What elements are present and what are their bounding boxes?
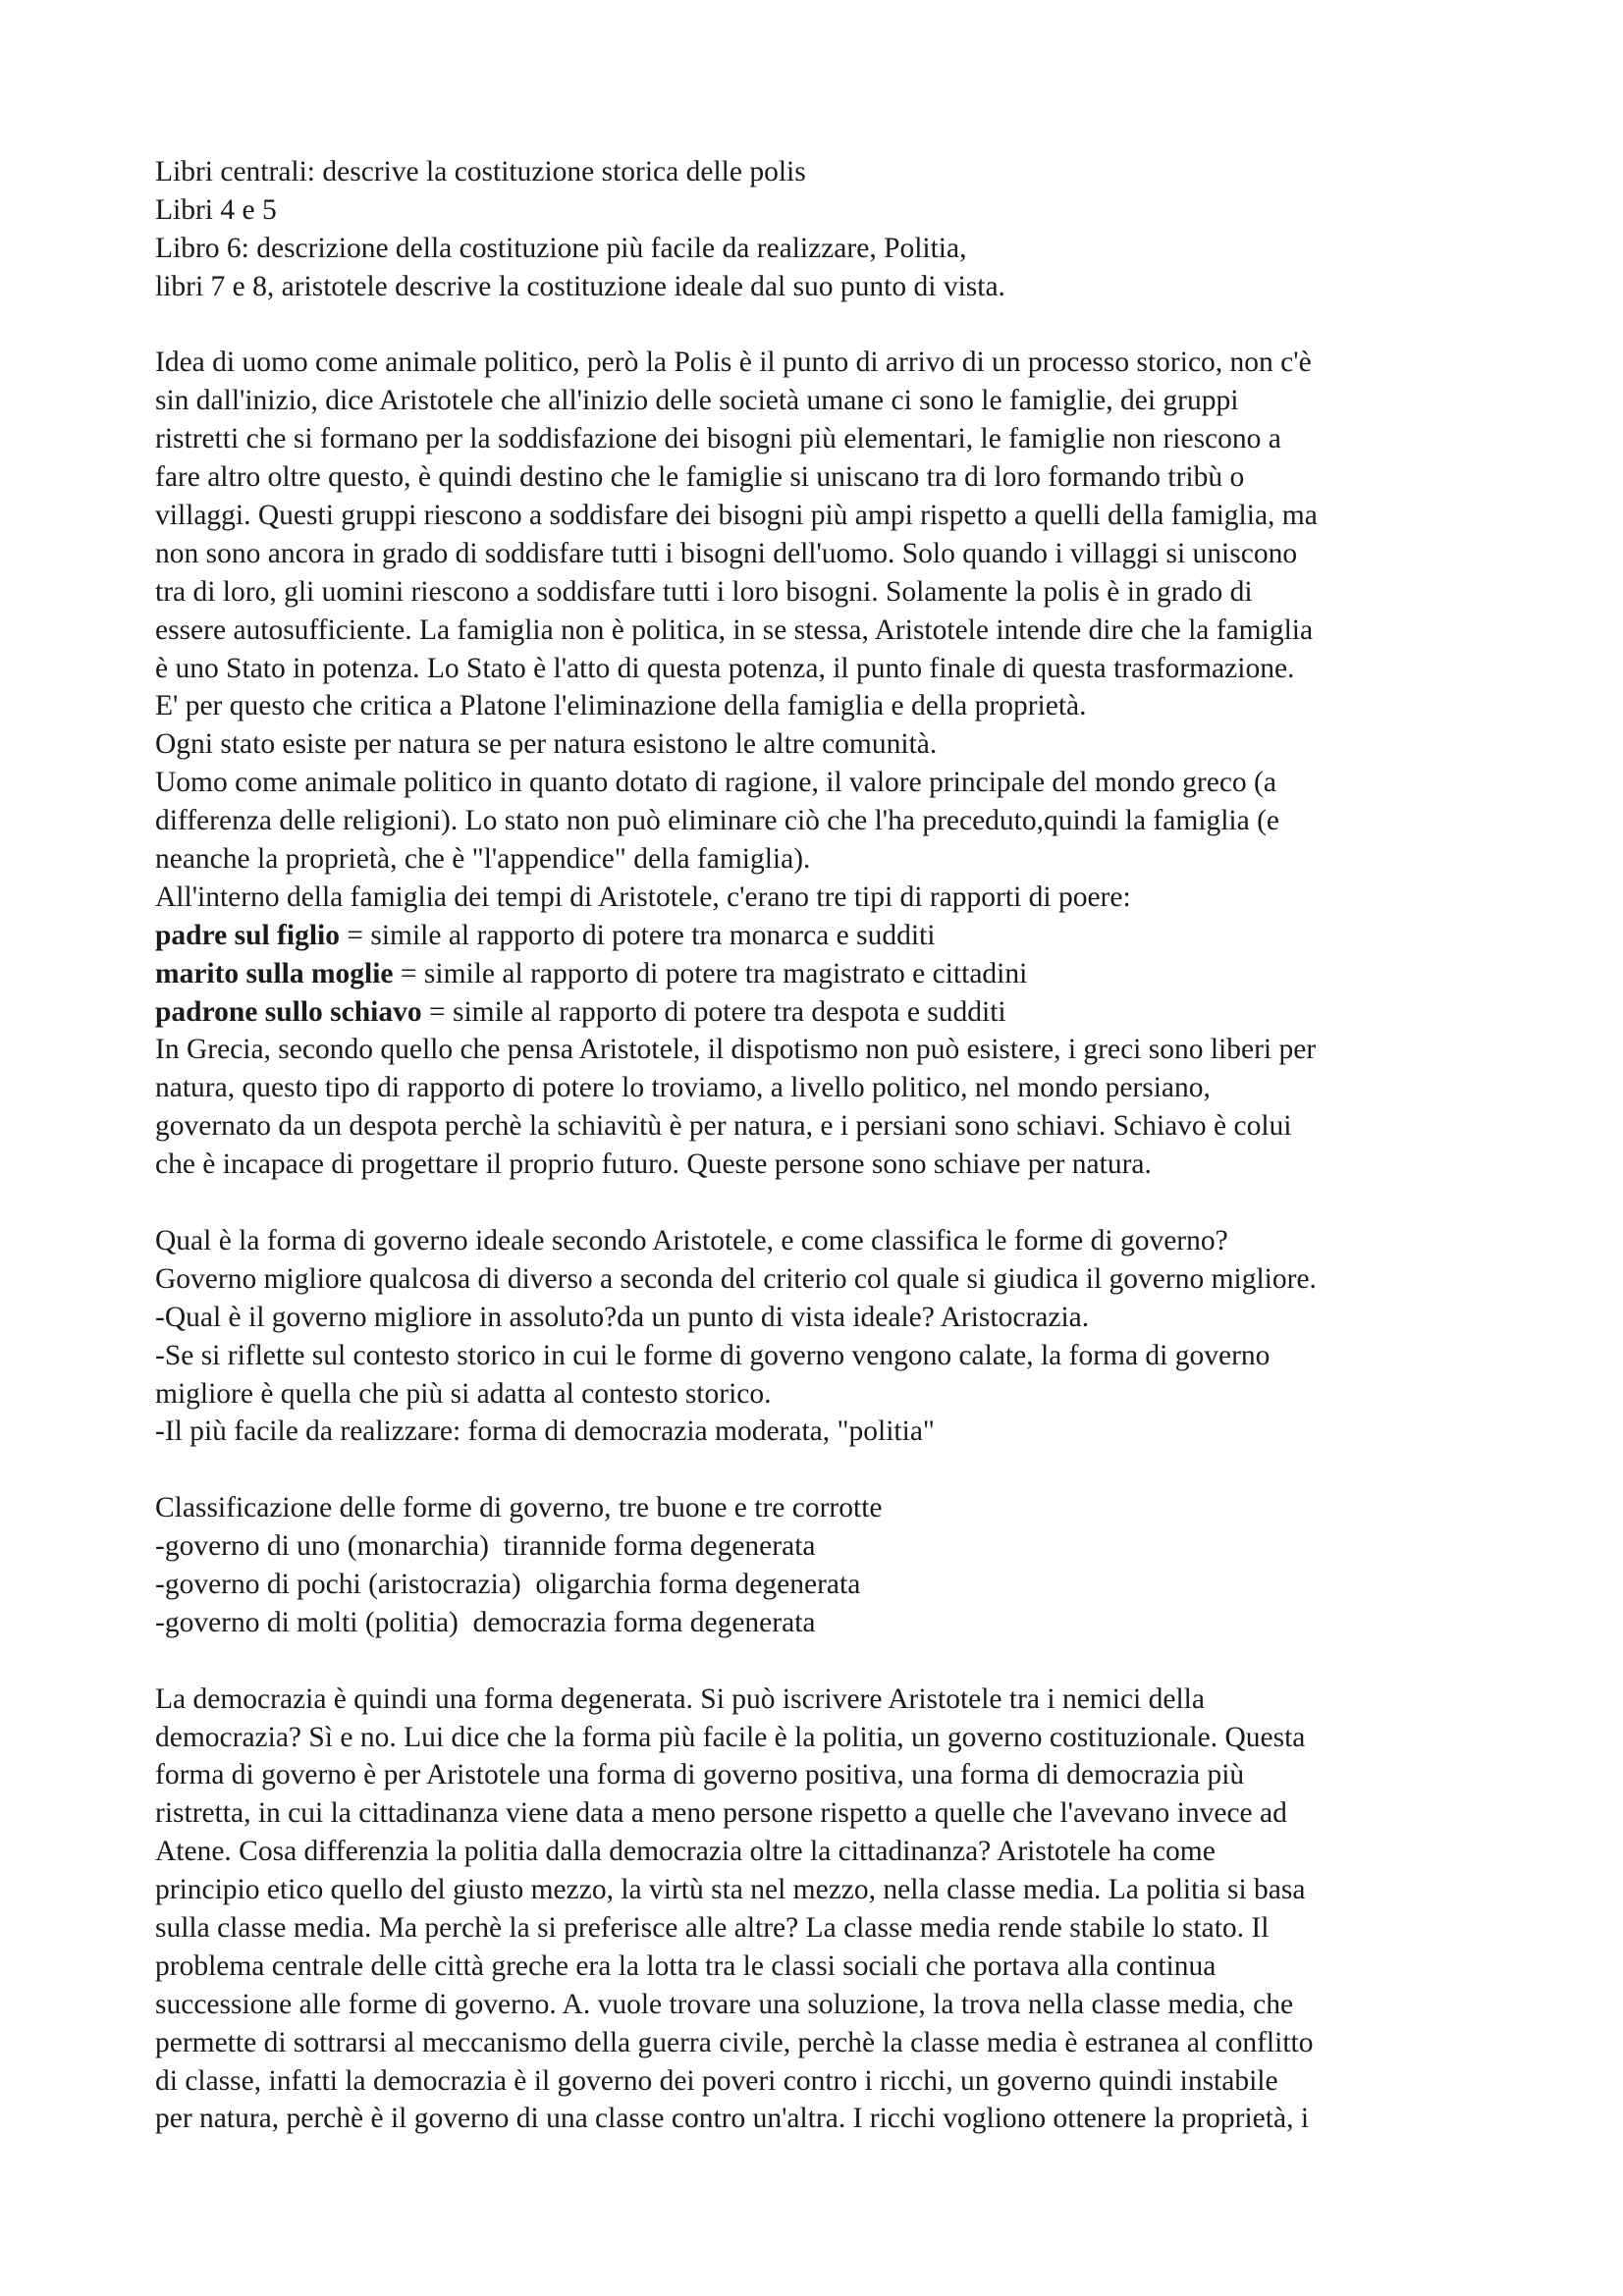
- paragraph-gap: [155, 306, 1490, 345]
- text-line: -Qual è il governo migliore in assoluto?da un punto di vista ideale? Aristocrazia.: [155, 1301, 1090, 1333]
- text-line: Ogni stato esiste per natura se per natura esistono le altre comunità.: [155, 728, 938, 761]
- text-line: Idea di uomo come animale politico, però la Polis è il punto di arrivo di un processo storico, non c'è: [155, 347, 1312, 379]
- text-line: La democrazia è quindi una forma degenerata. Si può iscrivere Aristotele tra i nemici della: [155, 1682, 1205, 1715]
- rapporto-desc: = simile al rapporto di potere tra despota e sudditi: [421, 995, 1006, 1028]
- text-line: sulla classe media. Ma perchè la si preferisce alle altre? La classe media rende stabile lo stato. Il: [155, 1911, 1270, 1944]
- paragraph-governo-ideale: [155, 1222, 1490, 1451]
- rapporto-desc: = simile al rapporto di potere tra monarca e sudditi: [339, 919, 936, 951]
- rapporto-desc: = simile al rapporto di potere tra magistrato e cittadini: [393, 957, 1028, 989]
- text-line: successione alle forme di governo. A. vuole trovare una soluzione, la trova nella classe media, che: [155, 1988, 1294, 2020]
- text-line: tra di loro, gli uomini riescono a soddisfare tutti i loro bisogni. Solamente la polis è in grado di: [155, 575, 1253, 608]
- paragraph-gap: [155, 1642, 1490, 1681]
- text-line: natura, questo tipo di rapporto di potere lo troviamo, a livello politico, nel mondo persiano,: [155, 1072, 1211, 1104]
- document-page: [155, 153, 1490, 2138]
- text-line: Libri 4 e 5: [155, 193, 277, 226]
- rapporto-term: padrone sullo schiavo: [155, 995, 422, 1028]
- text-line: All'interno della famiglia dei tempi di Aristotele, c'erano tre tipi di rapporti di poere:: [155, 881, 1131, 913]
- text-line: E' per questo che critica a Platone l'eliminazione della famiglia e della proprietà.: [155, 690, 1087, 722]
- text-line: migliore è quella che più si adatta al contesto storico.: [155, 1377, 772, 1410]
- text-line: -Il più facile da realizzare: forma di democrazia moderata, "politia": [155, 1415, 935, 1448]
- text-line: libri 7 e 8, aristotele descrive la costituzione ideale dal suo punto di vista.: [155, 270, 1005, 302]
- text-line: essere autosufficiente. La famiglia non è politica, in se stessa, Aristotele intende dire che la famiglia: [155, 614, 1314, 646]
- paragraph-classificazione: [155, 1489, 1490, 1642]
- paragraph-gap: [155, 1184, 1490, 1222]
- rapporti-list: [155, 917, 1490, 1032]
- text-line: sin dall'inizio, dice Aristotele che all'inizio delle società umane ci sono le famiglie, dei gruppi: [155, 385, 1239, 417]
- rapporto-item: [155, 955, 1490, 993]
- text-line: che è incapace di progettare il proprio futuro. Queste persone sono schiave per natura.: [155, 1148, 1152, 1181]
- text-line: permette di sottrarsi al meccanismo della guerra civile, perchè la classe media è estranea al conflitto: [155, 2026, 1314, 2058]
- rapporto-item: [155, 917, 1490, 955]
- text-line: -governo di molti (politia) democrazia forma degenerata: [155, 1606, 816, 1638]
- text-line: di classe, infatti la democrazia è il governo dei poveri contro i ricchi, un governo quindi instabile: [155, 2064, 1278, 2097]
- text-line: In Grecia, secondo quello che pensa Aristotele, il dispotismo non può esistere, i greci sono liberi per: [155, 1034, 1317, 1066]
- rapporto-item: [155, 993, 1490, 1032]
- text-line: -governo di pochi (aristocrazia) oligarchia forma degenerata: [155, 1568, 861, 1600]
- text-line: problema centrale delle città greche era la lotta tra le classi sociali che portava alla continua: [155, 1949, 1217, 1982]
- text-line: Libro 6: descrizione della costituzione più facile da realizzare, Politia,: [155, 232, 967, 264]
- text-line: differenza delle religioni). Lo stato non può eliminare ciò che l'ha preceduto,quindi la famiglia (e: [155, 805, 1280, 837]
- text-line: -governo di uno (monarchia) tirannide forma degenerata: [155, 1530, 816, 1563]
- text-line: ristretti che si formano per la soddisfazione dei bisogni più elementari, le famiglie non riescono a: [155, 423, 1281, 455]
- rapporto-term: padre sul figlio: [155, 919, 340, 951]
- text-line: Qual è la forma di governo ideale secondo Aristotele, e come classifica le forme di governo?: [155, 1224, 1228, 1256]
- text-line: non sono ancora in grado di soddisfare tutti i bisogni dell'uomo. Solo quando i villaggi si uniscono: [155, 537, 1298, 569]
- text-line: fare altro oltre questo, è quindi destino che le famiglie si uniscano tra di loro formando tribù o: [155, 461, 1245, 494]
- text-line: Governo migliore qualcosa di diverso a seconda del criterio col quale si giudica il governo migliore.: [155, 1262, 1317, 1295]
- text-line: democrazia? Sì e no. Lui dice che la forma più facile è la politia, un governo costituzionale. Questa: [155, 1721, 1306, 1753]
- rapporto-term: marito sulla moglie: [155, 957, 394, 989]
- text-line: principio etico quello del giusto mezzo, la virtù sta nel mezzo, nella classe media. La politia si basa: [155, 1874, 1306, 1906]
- text-line: neanche la proprietà, che è "l'appendice" della famiglia).: [155, 843, 811, 876]
- text-line: ristretta, in cui la cittadinanza viene data a meno persone rispetto a quelle che l'avevano invece ad: [155, 1797, 1287, 1830]
- text-line: per natura, perchè è il governo di una classe contro un'altra. I ricchi vogliono ottenere la proprietà, i: [155, 2103, 1310, 2135]
- text-line: villaggi. Questi gruppi riescono a soddisfare dei bisogni più ampi rispetto a quelli della famiglia, ma: [155, 500, 1318, 532]
- text-line: Libri centrali: descrive la costituzione storica delle polis: [155, 156, 806, 187]
- text-line: -Se si riflette sul contesto storico in cui le forme di governo vengono calate, la forma di governo: [155, 1339, 1271, 1371]
- text-line: forma di governo è per Aristotele una forma di governo positiva, una forma di democrazia più: [155, 1759, 1245, 1791]
- paragraph-democrazia: [155, 1681, 1490, 2139]
- intro-section: [155, 153, 1490, 306]
- paragraph-grecia: [155, 1031, 1490, 1184]
- paragraph-gap: [155, 1451, 1490, 1489]
- text-line: governato da un despota perchè la schiavitù è per natura, e i persiani sono schiavi. Schiavo è colui: [155, 1110, 1292, 1143]
- text-line: è uno Stato in potenza. Lo Stato è l'atto di questa potenza, il punto finale di questa trasformazione.: [155, 652, 1295, 684]
- text-line: Uomo come animale politico in quanto dotato di ragione, il valore principale del mondo greco (a: [155, 767, 1276, 799]
- paragraph-uomo-politico: [155, 344, 1490, 916]
- text-line: Classificazione delle forme di governo, tre buone e tre corrotte: [155, 1492, 883, 1524]
- text-line: Atene. Cosa differenzia la politia dalla democrazia oltre la cittadinanza? Aristotele ha come: [155, 1836, 1216, 1868]
